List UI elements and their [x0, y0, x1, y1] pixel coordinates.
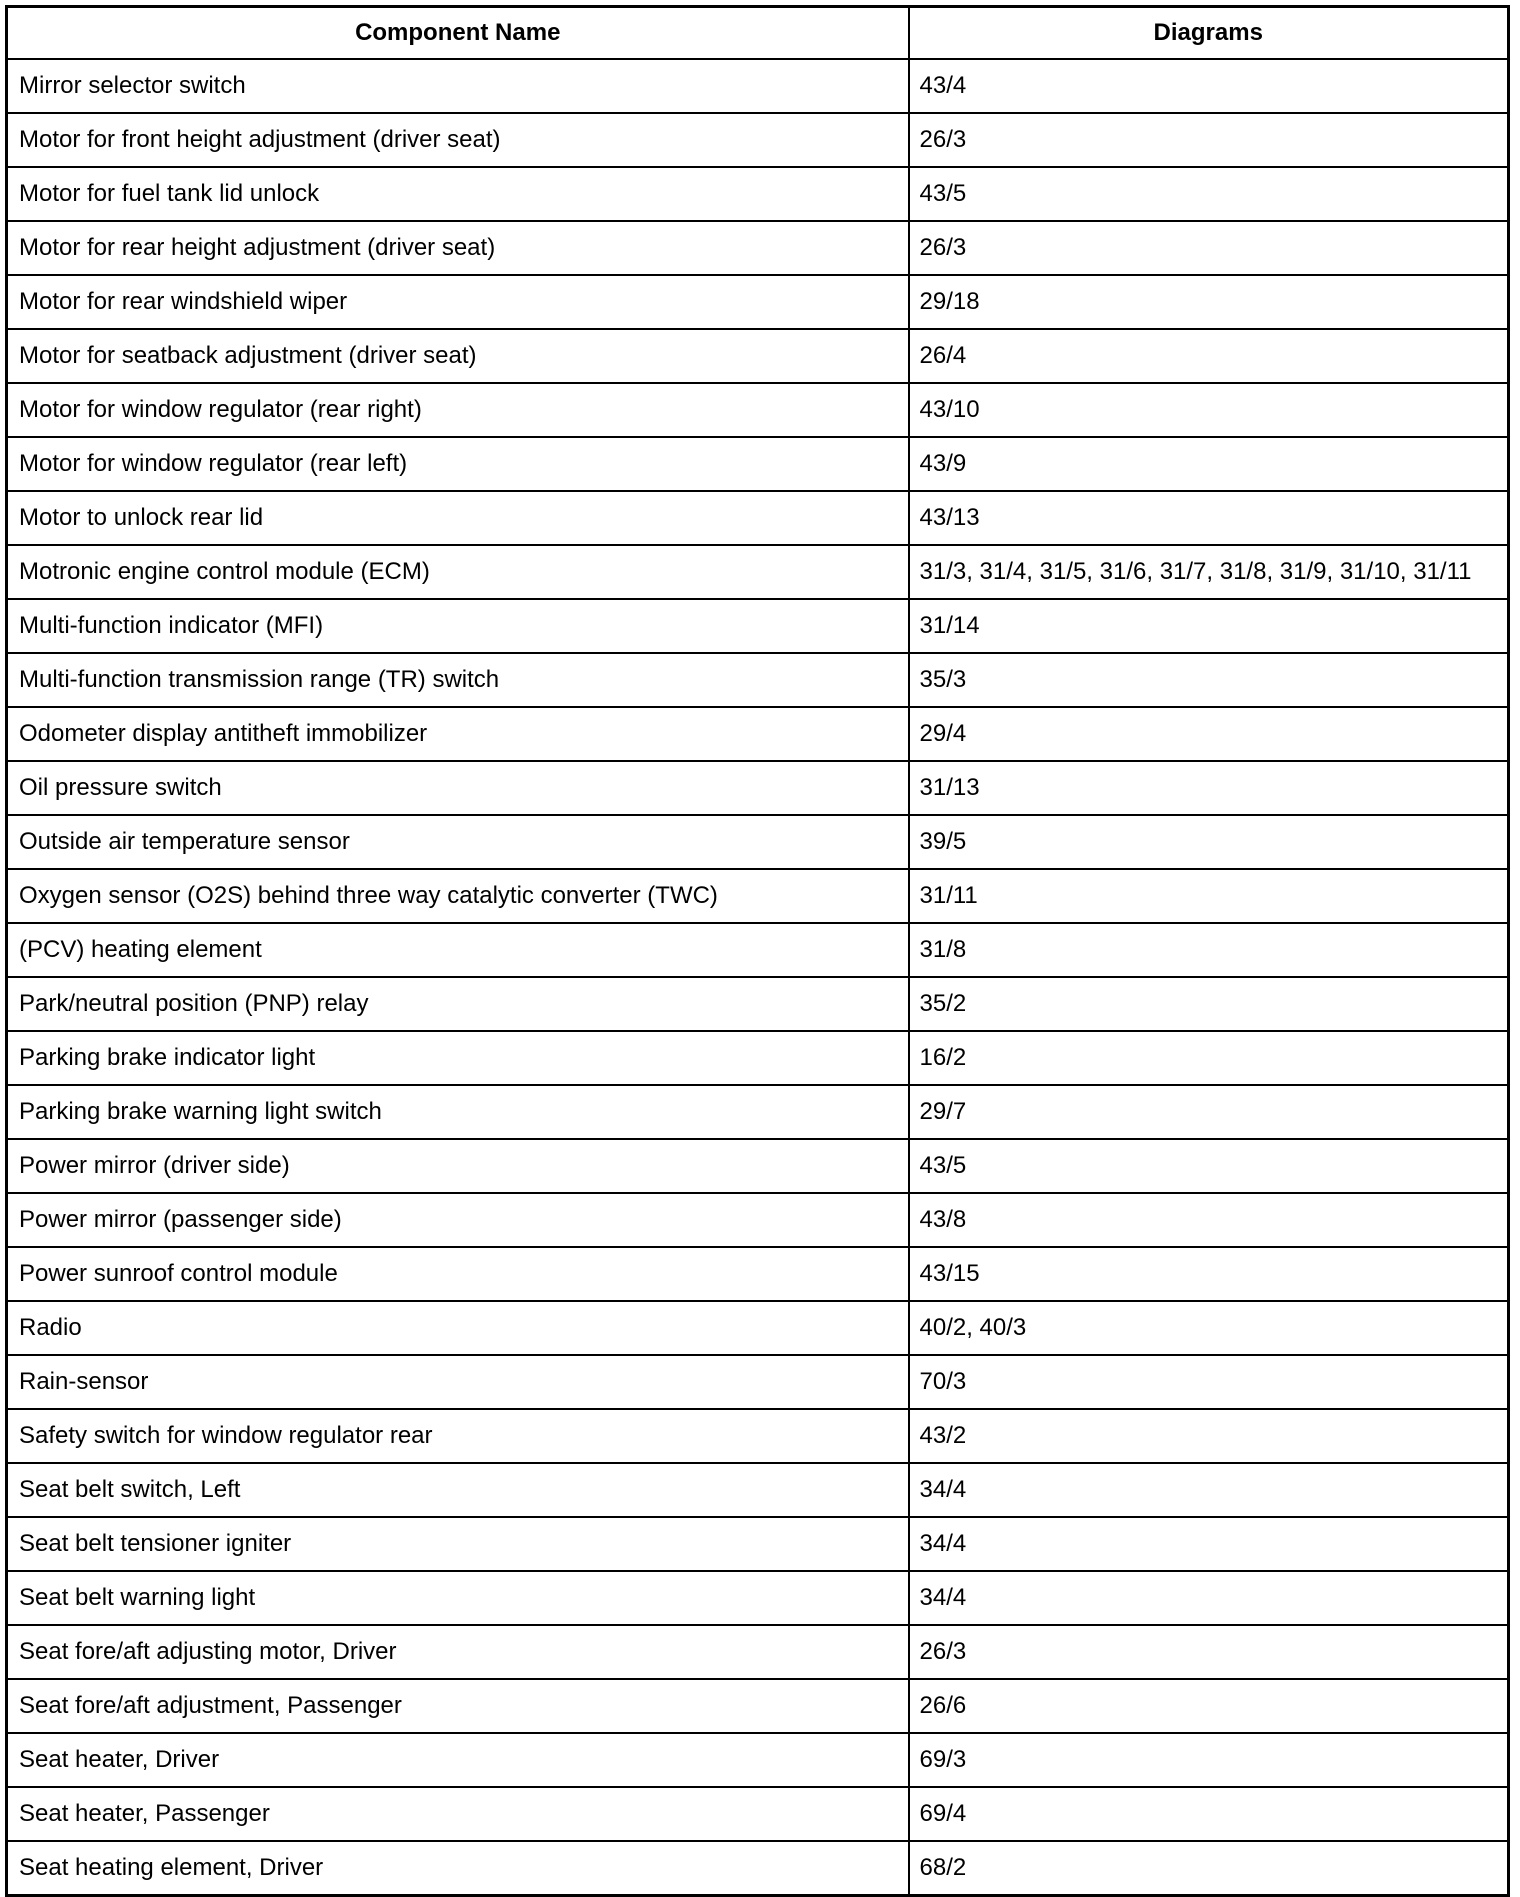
diagrams-cell: 35/3 — [909, 653, 1509, 707]
table-row — [7, 1247, 1509, 1301]
component-name-cell: Mirror selector switch — [7, 59, 909, 113]
table-row — [7, 1787, 1509, 1841]
table-row — [7, 1193, 1509, 1247]
diagrams-cell: 26/3 — [909, 221, 1509, 275]
component-name-cell: Seat belt switch, Left — [7, 1463, 909, 1517]
component-name-cell: Motor for seatback adjustment (driver seat) — [7, 329, 909, 383]
component-name-cell: Seat fore/aft adjustment, Passenger — [7, 1679, 909, 1733]
table-row — [7, 275, 1509, 329]
component-name-cell: Seat heating element, Driver — [7, 1841, 909, 1896]
component-name-cell: Parking brake warning light switch — [7, 1085, 909, 1139]
diagrams-cell: 43/15 — [909, 1247, 1509, 1301]
component-name-cell: Oil pressure switch — [7, 761, 909, 815]
diagrams-cell: 43/5 — [909, 1139, 1509, 1193]
component-name-cell: Motor for rear height adjustment (driver seat) — [7, 221, 909, 275]
table-row — [7, 545, 1509, 599]
diagrams-cell: 70/3 — [909, 1355, 1509, 1409]
diagrams-cell: 69/3 — [909, 1733, 1509, 1787]
diagrams-cell: 35/2 — [909, 977, 1509, 1031]
component-name-cell: Outside air temperature sensor — [7, 815, 909, 869]
column-header-diagrams: Diagrams — [909, 7, 1509, 60]
component-name-cell: Safety switch for window regulator rear — [7, 1409, 909, 1463]
diagrams-cell: 69/4 — [909, 1787, 1509, 1841]
diagrams-cell: 43/8 — [909, 1193, 1509, 1247]
diagrams-cell: 68/2 — [909, 1841, 1509, 1896]
table-row — [7, 977, 1509, 1031]
table-row — [7, 383, 1509, 437]
component-name-cell: Parking brake indicator light — [7, 1031, 909, 1085]
table-row — [7, 437, 1509, 491]
diagrams-cell: 40/2, 40/3 — [909, 1301, 1509, 1355]
table-row — [7, 1625, 1509, 1679]
table-body — [7, 59, 1509, 1896]
diagrams-cell: 26/3 — [909, 1625, 1509, 1679]
diagrams-cell: 43/5 — [909, 167, 1509, 221]
table-row — [7, 815, 1509, 869]
component-name-cell: Multi-function indicator (MFI) — [7, 599, 909, 653]
table-row — [7, 221, 1509, 275]
component-name-cell: Power mirror (driver side) — [7, 1139, 909, 1193]
component-name-cell: Radio — [7, 1301, 909, 1355]
diagrams-cell: 43/4 — [909, 59, 1509, 113]
component-name-cell: Seat heater, Passenger — [7, 1787, 909, 1841]
table-row — [7, 59, 1509, 113]
diagrams-cell: 26/3 — [909, 113, 1509, 167]
column-header-component-name: Component Name — [7, 7, 909, 60]
component-name-cell: Seat heater, Driver — [7, 1733, 909, 1787]
component-name-cell: Motor for window regulator (rear left) — [7, 437, 909, 491]
diagrams-cell: 34/4 — [909, 1463, 1509, 1517]
table-row — [7, 329, 1509, 383]
diagrams-cell: 43/2 — [909, 1409, 1509, 1463]
diagrams-cell: 31/3, 31/4, 31/5, 31/6, 31/7, 31/8, 31/9, 31/10, 31/11 — [909, 545, 1509, 599]
table-header-row — [7, 7, 1509, 60]
component-name-cell: Rain-sensor — [7, 1355, 909, 1409]
diagrams-cell: 43/10 — [909, 383, 1509, 437]
table-row — [7, 113, 1509, 167]
component-name-cell: Motor for front height adjustment (driver seat) — [7, 113, 909, 167]
diagrams-cell: 29/4 — [909, 707, 1509, 761]
table-row — [7, 167, 1509, 221]
table-row — [7, 707, 1509, 761]
table-row — [7, 1409, 1509, 1463]
component-name-cell: Motronic engine control module (ECM) — [7, 545, 909, 599]
component-diagram-table — [5, 5, 1510, 1897]
component-name-cell: Power mirror (passenger side) — [7, 1193, 909, 1247]
component-name-cell: Park/neutral position (PNP) relay — [7, 977, 909, 1031]
table-row — [7, 1463, 1509, 1517]
diagrams-cell: 39/5 — [909, 815, 1509, 869]
diagrams-cell: 31/14 — [909, 599, 1509, 653]
component-name-cell: Motor for window regulator (rear right) — [7, 383, 909, 437]
table-row — [7, 761, 1509, 815]
diagrams-cell: 34/4 — [909, 1571, 1509, 1625]
component-name-cell: Motor for rear windshield wiper — [7, 275, 909, 329]
table-row — [7, 1085, 1509, 1139]
diagrams-cell: 29/7 — [909, 1085, 1509, 1139]
table-row — [7, 599, 1509, 653]
table-row — [7, 1679, 1509, 1733]
component-name-cell: Oxygen sensor (O2S) behind three way catalytic converter (TWC) — [7, 869, 909, 923]
table-row — [7, 1139, 1509, 1193]
table-row — [7, 1841, 1509, 1896]
component-name-cell: Odometer display antitheft immobilizer — [7, 707, 909, 761]
table-row — [7, 869, 1509, 923]
table-row — [7, 1355, 1509, 1409]
table-row — [7, 491, 1509, 545]
component-name-cell: Motor to unlock rear lid — [7, 491, 909, 545]
diagrams-cell: 31/13 — [909, 761, 1509, 815]
component-name-cell: Motor for fuel tank lid unlock — [7, 167, 909, 221]
diagrams-cell: 16/2 — [909, 1031, 1509, 1085]
component-table-container — [5, 5, 1507, 1897]
component-name-cell: Multi-function transmission range (TR) switch — [7, 653, 909, 707]
table-row — [7, 1733, 1509, 1787]
diagrams-cell: 29/18 — [909, 275, 1509, 329]
table-row — [7, 1301, 1509, 1355]
table-row — [7, 653, 1509, 707]
diagrams-cell: 31/11 — [909, 869, 1509, 923]
component-name-cell: (PCV) heating element — [7, 923, 909, 977]
diagrams-cell: 26/4 — [909, 329, 1509, 383]
diagrams-cell: 43/13 — [909, 491, 1509, 545]
table-row — [7, 923, 1509, 977]
component-name-cell: Seat belt warning light — [7, 1571, 909, 1625]
table-row — [7, 1031, 1509, 1085]
diagrams-cell: 34/4 — [909, 1517, 1509, 1571]
component-name-cell: Power sunroof control module — [7, 1247, 909, 1301]
diagrams-cell: 26/6 — [909, 1679, 1509, 1733]
component-name-cell: Seat belt tensioner igniter — [7, 1517, 909, 1571]
diagrams-cell: 43/9 — [909, 437, 1509, 491]
table-row — [7, 1571, 1509, 1625]
table-row — [7, 1517, 1509, 1571]
diagrams-cell: 31/8 — [909, 923, 1509, 977]
component-name-cell: Seat fore/aft adjusting motor, Driver — [7, 1625, 909, 1679]
